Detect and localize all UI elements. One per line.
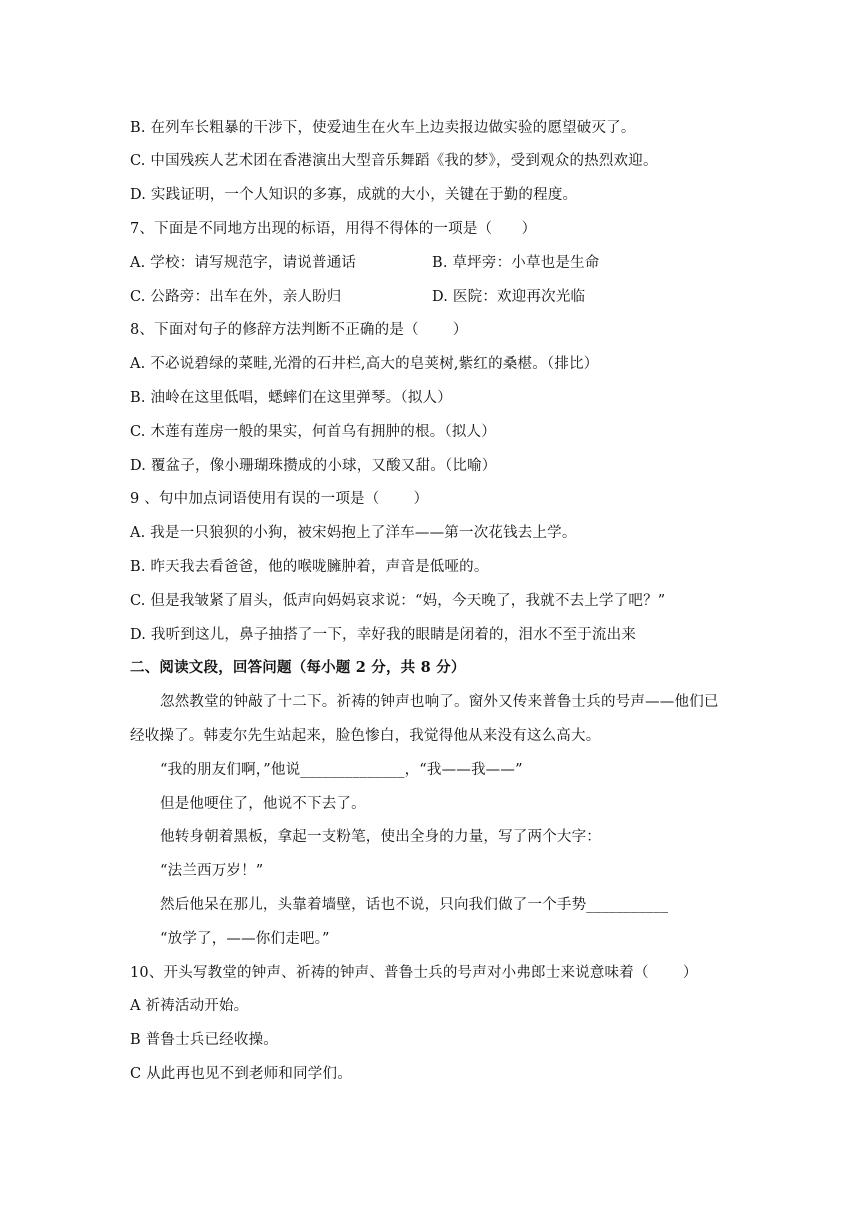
question-8: 8、下面对句子的修辞方法判断不正确的是（ ）	[130, 322, 468, 338]
section-2-heading: 二、阅读文段，回答问题（每小题 2 分，共 8 分）	[130, 659, 466, 676]
q9-option-c: C. 但是我皱紧了眉头，低声向妈妈哀求说：“妈，今天晚了，我就不去上学了吧？”	[130, 593, 666, 609]
question-9: 9 、句中加点词语使用有误的一项是（ ）	[130, 491, 429, 507]
passage-line-3: “我的朋友们啊，”他说______________，“我——我——”	[160, 762, 523, 778]
q7-option-a: A. 学校：请写规范字，请说普通话	[130, 255, 357, 271]
q6-option-b: B. 在列车长粗暴的干涉下，使爱迪生在火车上边卖报边做实验的愿望破灭了。	[130, 120, 636, 136]
q8-option-c: C. 木莲有莲房一般的果实，何首乌有拥肿的根。（拟人）	[130, 424, 496, 440]
q8-option-a: A. 不必说碧绿的菜畦,光滑的石井栏,高大的皂荚树,紫红的桑椹。（排比）	[130, 356, 599, 372]
passage-line-2: 经收操了。韩麦尔先生站起来，脸色惨白，我觉得他从来没有这么高大。	[130, 728, 601, 744]
q10-option-c: C 从此再也见不到老师和同学们。	[130, 1066, 352, 1082]
passage-line-5: 他转身朝着黑板，拿起一支粉笔，使出全身的力量，写了两个大字：	[160, 829, 601, 845]
q10-option-b: B 普鲁士兵已经收操。	[130, 1032, 278, 1048]
q7-option-c: C. 公路旁：出车在外，亲人盼归	[130, 289, 342, 305]
question-10: 10、开头写教堂的钟声、祈祷的钟声、普鲁士兵的号声对小弗郎士来说意味着（ ）	[130, 965, 698, 981]
question-7: 7、下面是不同地方出现的标语，用得不得体的一项是（ ）	[130, 221, 537, 237]
q7-option-b: B. 草坪旁：小草也是生命	[432, 255, 600, 271]
passage-line-7: 然后他呆在那儿，头靠着墙壁，话也不说，只向我们做了一个手势___________	[160, 897, 669, 913]
q6-option-c: C. 中国残疾人艺术团在香港演出大型音乐舞蹈《我的梦》，受到观众的热烈欢迎。	[130, 153, 658, 169]
passage-line-8: “放学了，——你们走吧。”	[160, 931, 330, 947]
q9-option-a: A. 我是一只狼狈的小狗，被宋妈抱上了洋车——第一次花钱去上学。	[130, 525, 577, 541]
q9-option-d: D. 我听到这儿，鼻子抽搭了一下，幸好我的眼睛是闭着的，泪水不至于流出来	[130, 627, 637, 643]
passage-line-4: 但是他哽住了，他说不下去了。	[160, 796, 366, 812]
q7-option-d: D. 医院：欢迎再次光临	[432, 289, 586, 305]
passage-line-1: 忽然教堂的钟敲了十二下。祈祷的钟声也响了。窗外又传来普鲁士兵的号声——他们已	[160, 694, 719, 710]
q10-option-a: A 祈祷活动开始。	[130, 998, 249, 1014]
q9-option-b: B. 昨天我去看爸爸，他的喉咙臃肿着，声音是低哑的。	[130, 559, 489, 575]
q6-option-d: D. 实践证明，一个人知识的多寡，成就的大小，关键在于勤的程度。	[130, 187, 578, 203]
q8-option-d: D. 覆盆子，像小珊瑚珠攒成的小球，又酸又甜。（比喻）	[130, 458, 497, 474]
passage-line-6: “法兰西万岁！”	[160, 863, 264, 879]
q8-option-b: B. 油岭在这里低唱，蟋蟀们在这里弹琴。（拟人）	[130, 390, 452, 406]
